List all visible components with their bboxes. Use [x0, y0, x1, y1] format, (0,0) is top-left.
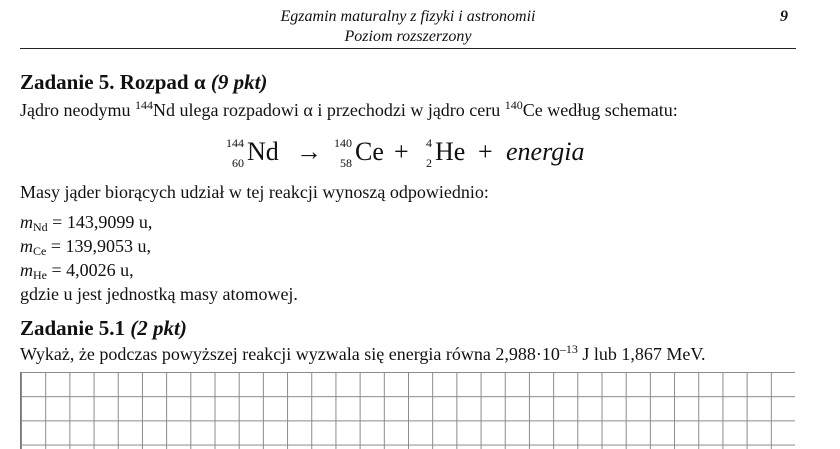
- reaction-arrow: →: [296, 137, 322, 166]
- mass-he-subscript: He: [33, 268, 47, 282]
- task-5-title: [20, 70, 267, 95]
- he-a: 4: [426, 136, 432, 150]
- energy-exponent: –13: [559, 342, 578, 356]
- mass-symbol: m: [20, 212, 33, 232]
- task-5-1-text-1: Wykaż, że podczas powyższej reakcji wyzwala się energia równa 2,988·10: [20, 344, 560, 364]
- he-symbol: He: [435, 137, 466, 166]
- plus-sign-1: +: [394, 137, 409, 166]
- intro-text-3: Ce według schematu:: [522, 100, 678, 120]
- page-header: [20, 6, 796, 49]
- energy-term: energia: [506, 137, 585, 166]
- task-5-1-text: [20, 342, 706, 365]
- intro-text-1: Jądro neodymu: [20, 100, 135, 120]
- mass-ce-line: [20, 236, 151, 259]
- task-5-intro: [20, 98, 678, 121]
- mass-he-value: = 4,0026 u,: [47, 260, 134, 280]
- task-5-1-points: (2 pkt): [130, 316, 187, 340]
- ce-a: 140: [334, 136, 352, 150]
- task-5-1-title-text: Zadanie 5.1: [20, 316, 126, 340]
- nd-symbol: Nd: [247, 137, 279, 166]
- he-z: 2: [426, 156, 432, 170]
- mass-nd-value: = 143,9099 u,: [47, 212, 153, 232]
- intro-text-2: Nd ulega rozpadowi α i przechodzi w jądro ceru: [152, 100, 505, 120]
- plus-sign-2: +: [478, 137, 493, 166]
- page-number: 9: [780, 8, 788, 25]
- masses-intro: Masy jąder biorących udział w tej reakcji wynoszą odpowiednio:: [20, 182, 489, 202]
- nd-mass-number: 144: [134, 98, 153, 112]
- exam-title: Egzamin maturalny z fizyki i astronomii: [280, 8, 536, 25]
- task-5-points: (9 pkt): [210, 70, 268, 94]
- mass-nd-subscript: Nd: [33, 220, 48, 234]
- unit-note: gdzie u jest jednostką masy atomowej.: [20, 284, 298, 304]
- mass-ce-subscript: Ce: [33, 244, 47, 258]
- mass-ce-value: = 139,9053 u,: [46, 236, 151, 256]
- nd-a: 144: [226, 136, 244, 150]
- mass-symbol: m: [20, 260, 33, 280]
- mass-he-line: [20, 260, 134, 283]
- ce-symbol: Ce: [355, 137, 384, 166]
- ce-z: 58: [340, 156, 352, 170]
- nd-z: 60: [232, 156, 244, 170]
- task-5-title-text: Zadanie 5. Rozpad α: [20, 70, 206, 94]
- ce-mass-number: 140: [504, 98, 523, 112]
- exam-level: Poziom rozszerzony: [344, 28, 472, 45]
- answer-grid[interactable]: [20, 372, 795, 449]
- task-5-1-title: [20, 316, 187, 341]
- mass-symbol: m: [20, 236, 33, 256]
- mass-nd-line: [20, 212, 152, 235]
- task-5-1-text-2: J lub 1,867 MeV.: [577, 344, 706, 364]
